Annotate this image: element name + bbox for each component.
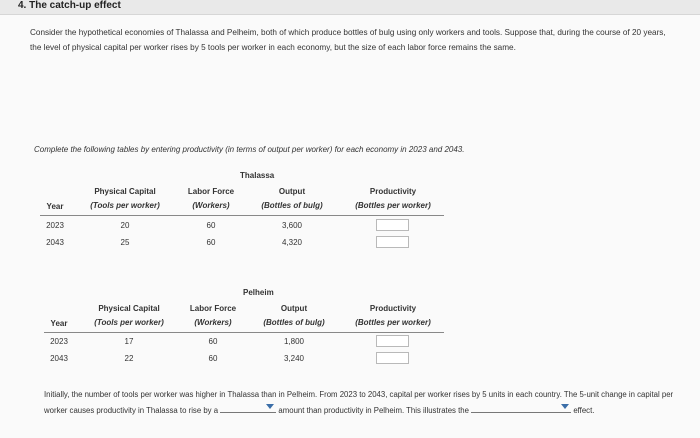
chevron-down-icon — [266, 404, 274, 409]
thalassa-col-output: Output (Bottles of bulg) — [261, 187, 323, 210]
amount-dropdown[interactable] — [220, 403, 276, 413]
thalassa-output-2023: 3,600 — [281, 221, 303, 230]
question-header — [0, 0, 700, 15]
pelheim-col-productivity: Productivity (Bottles per worker) — [355, 304, 431, 327]
thalassa-col-productivity: Productivity (Bottles per worker) — [355, 187, 431, 210]
pelheim-labor-2043: 60 — [208, 354, 218, 363]
thalassa-header-rule — [40, 215, 444, 216]
conclusion-paragraph — [44, 388, 674, 418]
conclusion-text-2: amount than productivity in Pelheim. This illustrates the — [278, 405, 469, 415]
thalassa-labor-2043: 60 — [206, 238, 216, 247]
pelheim-col-year: Year — [50, 319, 68, 328]
pelheim-col-output: Output (Bottles of bulg) — [263, 304, 325, 327]
pelheim-capital-2023: 17 — [124, 337, 134, 346]
question-title: 4. The catch-up effect — [18, 0, 121, 11]
pelheim-year-2043: 2043 — [50, 354, 68, 363]
pelheim-capital-2043: 22 — [124, 354, 134, 363]
thalassa-productivity-2023-input[interactable] — [376, 219, 409, 231]
thalassa-col-year: Year — [46, 202, 64, 211]
thalassa-capital-2023: 20 — [120, 221, 130, 230]
thalassa-capital-2043: 25 — [120, 238, 130, 247]
pelheim-output-2043: 3,240 — [283, 354, 305, 363]
conclusion-text-3: effect. — [573, 405, 595, 415]
conclusion-text-1: Initially, the number of tools per worker was higher in Thalassa than in Pelheim. From 2023 to 2043, capital per worker rises by 5 units in each country. The 5-unit change in capital per worker causes productivity in Thalassa to rise by a — [44, 390, 674, 415]
pelheim-output-2023: 1,800 — [283, 337, 305, 346]
thalassa-year-2023: 2023 — [46, 221, 64, 230]
thalassa-labor-2023: 60 — [206, 221, 216, 230]
thalassa-year-2043: 2043 — [46, 238, 64, 247]
thalassa-col-labor: Labor Force (Workers) — [187, 187, 235, 210]
thalassa-col-capital: Physical Capital (Tools per worker) — [90, 187, 160, 210]
thalassa-table-title: Thalassa — [240, 171, 275, 180]
thalassa-output-2043: 4,320 — [281, 238, 303, 247]
pelheim-table-title: Pelheim — [243, 288, 274, 297]
pelheim-col-capital: Physical Capital (Tools per worker) — [94, 304, 164, 327]
thalassa-productivity-2043-input[interactable] — [376, 236, 409, 248]
intro-paragraph: Consider the hypothetical economies of Thalassa and Pelheim, both of which produce bottles of bulg using only workers and tools. Suppose that, during the course of 20 years, the level of physical capital per worker rises by 5 tools per worker in each economy, but the size of each labor force remains the same. — [30, 28, 666, 52]
effect-dropdown[interactable] — [471, 403, 571, 413]
pelheim-header-rule — [44, 332, 444, 333]
pelheim-productivity-2023-input[interactable] — [376, 335, 409, 347]
chevron-down-icon — [561, 404, 569, 409]
pelheim-col-labor: Labor Force (Workers) — [189, 304, 237, 327]
pelheim-labor-2023: 60 — [208, 337, 218, 346]
pelheim-productivity-2043-input[interactable] — [376, 352, 409, 364]
instruction-text: Complete the following tables by entering productivity (in terms of output per worker) for each economy in 2023 and 2043. — [34, 145, 465, 154]
pelheim-year-2023: 2023 — [50, 337, 68, 346]
